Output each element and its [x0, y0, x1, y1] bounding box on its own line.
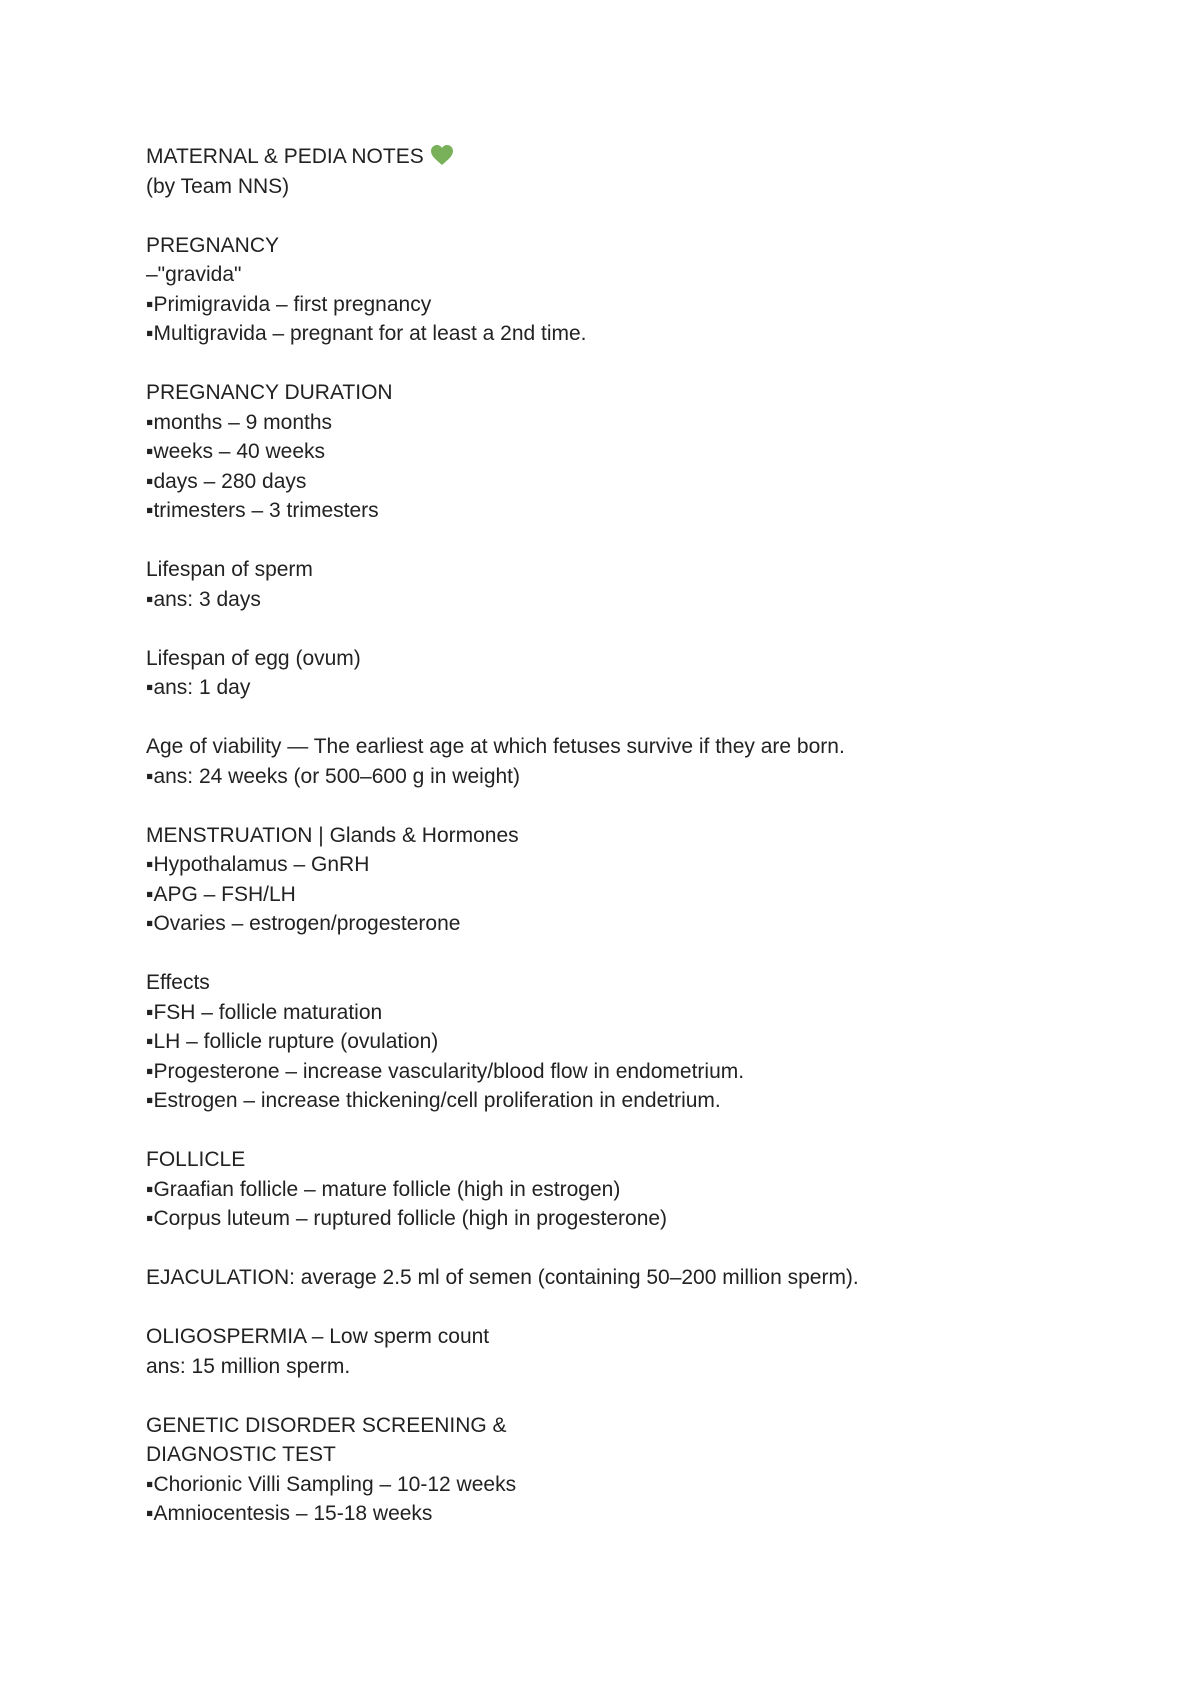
- list-item: ▪days – 280 days: [146, 469, 307, 493]
- list-item: ▪Ovaries – estrogen/progesterone: [146, 912, 461, 935]
- spacer: [146, 703, 1146, 733]
- section-heading-egg: Lifespan of egg (ovum): [146, 646, 361, 670]
- list-item: ▪LH – follicle rupture (ovulation): [146, 1030, 439, 1053]
- spacer: [146, 1116, 1146, 1146]
- list-item: ▪FSH – follicle maturation: [146, 1000, 383, 1024]
- spacer: [146, 1293, 1146, 1323]
- list-item: ▪weeks – 40 weeks: [146, 440, 326, 463]
- section-heading-pregnancy: PREGNANCY: [146, 233, 280, 257]
- spacer: [146, 614, 1146, 644]
- section-heading-effects: Effects: [146, 971, 210, 994]
- list-item: ▪Progesterone – increase vascularity/blood flow in endometrium.: [146, 1059, 745, 1083]
- section-heading-menstruation: MENSTRUATION | Glands & Hormones: [146, 823, 519, 847]
- list-item: ▪ans: 24 weeks (or 500–600 g in weight): [146, 764, 521, 788]
- section-heading-genetic: GENETIC DISORDER SCREENING &: [146, 1413, 507, 1437]
- spacer: [146, 1234, 1146, 1264]
- list-item: ▪months – 9 months: [146, 410, 333, 434]
- list-item: ▪trimesters – 3 trimesters: [146, 499, 379, 522]
- section-heading-duration: PREGNANCY DURATION: [146, 381, 393, 404]
- section-heading-viability: Age of viability — The earliest age at which fetuses survive if they are born.: [146, 735, 845, 758]
- notes-body: [146, 142, 1146, 1529]
- list-item: ▪Corpus luteum – ruptured follicle (high in progesterone): [146, 1207, 668, 1230]
- heart-shape: [431, 145, 453, 165]
- section-heading-oligospermia: OLIGOSPERMIA – Low sperm count: [146, 1325, 490, 1348]
- list-item: ans: 15 million sperm.: [146, 1354, 351, 1378]
- green-heart-icon: [430, 144, 454, 175]
- list-item: ▪ans: 1 day: [146, 676, 251, 699]
- list-item: ▪Amniocentesis – 15-18 weeks: [146, 1502, 433, 1525]
- spacer: [146, 939, 1146, 969]
- section-heading-follicle: FOLLICLE: [146, 1148, 246, 1171]
- list-item: ▪ans: 3 days: [146, 587, 261, 611]
- list-item: ▪Multigravida – pregnant for at least a 2nd time.: [146, 322, 587, 345]
- list-item: ▪APG – FSH/LH: [146, 882, 296, 906]
- document-title-line: [146, 142, 1146, 172]
- list-item: ▪Primigravida – first pregnancy: [146, 292, 432, 316]
- spacer: [146, 1381, 1146, 1411]
- spacer: [146, 201, 1146, 231]
- spacer: [146, 791, 1146, 821]
- ejaculation-note: EJACULATION: average 2.5 ml of semen (containing 50–200 million sperm).: [146, 1266, 859, 1289]
- list-item: ▪Graafian follicle – mature follicle (high in estrogen): [146, 1177, 621, 1201]
- list-item: ▪Estrogen – increase thickening/cell proliferation in endetrium.: [146, 1089, 721, 1112]
- section-heading-sperm: Lifespan of sperm: [146, 558, 313, 581]
- spacer: [146, 349, 1146, 379]
- document-title: MATERNAL & PEDIA NOTES: [146, 145, 424, 168]
- list-item: ▪Chorionic Villi Sampling – 10-12 weeks: [146, 1472, 517, 1496]
- spacer: [146, 526, 1146, 556]
- section-heading-genetic-cont: DIAGNOSTIC TEST: [146, 1443, 336, 1466]
- byline: (by Team NNS): [146, 174, 290, 198]
- list-item: ▪Hypothalamus – GnRH: [146, 853, 370, 876]
- list-item: –"gravida": [146, 263, 242, 286]
